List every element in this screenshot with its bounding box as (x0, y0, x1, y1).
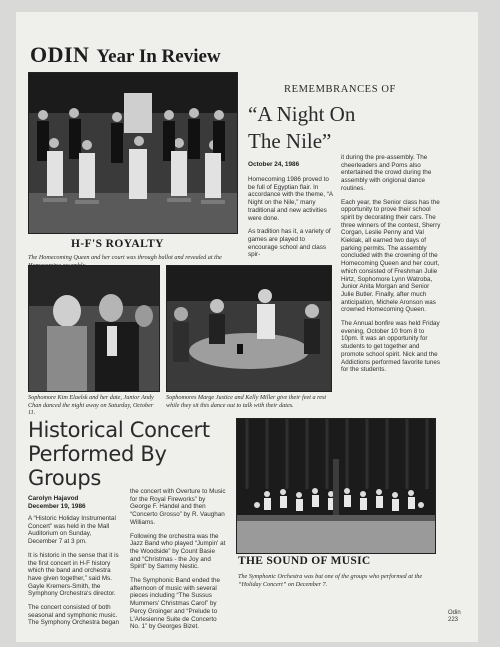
dance-caption-left: Sophomore Kim Elaelsk and her date, Junior Andy Chan danced the night away on Saturday, October 11. (28, 394, 154, 417)
masthead (30, 42, 221, 68)
nile-col1-paragraph: Homecoming 1986 proved to be full of Egyptian flair. In accordance with the theme, “A Night on the Nile,” many traditional and new activities were done. (248, 176, 333, 222)
nile-kicker: REMEMBRANCES OF (284, 84, 396, 95)
concert-title (28, 418, 210, 490)
concert-author: Carolyn Hajavod (28, 495, 79, 502)
concert-col2-paragraph: Following the orchestra was the Jazz Band who played “Jumpin' at the Woodside” by Count Basie and “Christmas - the Joy and Spirit” by Sammy Nestic. (130, 532, 226, 571)
yearbook-page (16, 12, 478, 642)
page-number: 223 (448, 617, 459, 623)
dance-couple-photo (28, 265, 160, 392)
nile-dateline: October 24, 1986 (248, 161, 300, 168)
nile-title-line1: “A Night On (248, 102, 356, 126)
concert-title-line2: Performed By (28, 442, 167, 466)
concert-col2-paragraph: the concert with Overture to Music for the Royal Fireworks” by George F. Handel and then “Concerto Grosso” by R. Vaughan Williams. (130, 488, 226, 526)
masthead-brand: ODIN (30, 42, 90, 67)
concert-title-line1: Historical Concert (28, 418, 210, 442)
music-caption: The Symphonic Orchestra was but one of the groups who performed at the “Holiday Concert” on December 7. (238, 573, 423, 588)
dance-caption-right: Sophomores Marge Justice and Kelly Miller give their feet a rest while they sit this dance out to talk with their dates. (166, 394, 327, 409)
concert-col2-paragraph: The Symphonic Band ended the afternoon of music with several pieces including “The Sussus Mummers' Christmas Carol” by Percy Groinger and “Prelude to L'Arlesienne Suite de Concerto No. 1” by Georges Bizet. (130, 577, 220, 631)
nile-col1-paragraph: As tradition has it, a variety of games are played to encourage school and class spir- (248, 228, 331, 259)
homecoming-court-photo (28, 72, 238, 234)
concert-title-line3: Groups (28, 466, 102, 490)
royalty-headline: H-F'S ROYALTY (71, 238, 164, 250)
nile-title-line2: The Nile” (248, 129, 332, 153)
nile-col2-paragraph: The Annual bonfire was held Friday evening, October 10 from 8 to 10pm. It was an opportunity for students to get together and promote school spirit. Nick and the Addictions performed favorite tunes for the students. (341, 320, 441, 374)
nile-column-1 (248, 176, 335, 265)
masthead-title: Year In Review (96, 46, 221, 67)
concert-col1-paragraph: The concert consisted of both seasonal and symphonic music. The Symphony Orchestra began (28, 604, 120, 627)
concert-byline (28, 495, 86, 511)
seated-students-photo (166, 265, 332, 392)
folio-name: Odin (448, 610, 461, 616)
concert-date: December 19, 1986 (28, 503, 86, 510)
royalty-caption: The Homecoming Queen and her court was through ballot and revealed at the (28, 254, 222, 261)
concert-column-2 (130, 488, 226, 637)
concert-column-1 (28, 515, 120, 633)
nile-col2-paragraph: Each year, the Senior class has the opportunity to prove their school spirit by decorating their cars. The three winners of the contest, Sherry Corgan, Leslie Penny and Val Kieklak, all earned two days of parking permits. The assembly concluded with the crowning of the Homecoming Queen and her court, which consisted of Freshman Julie Hirtz, Sophomore Lynn Watroba, Junior Anita Morgan and Senior Julie Butler. Finally, after much anticipation, Michele Aronson was crowned Homecoming Queen. (341, 198, 441, 314)
nile-column-2 (341, 154, 441, 380)
music-headline: THE SOUND OF MUSIC (238, 555, 371, 567)
concert-col1-paragraph: It is historic in the sense that it is the first concert in H-F history which the band and orchestra have given together,” said Ms. Gayle Kremers-Smith, the Symphony Orchestra's director. (28, 551, 119, 598)
page-folio (448, 610, 461, 624)
concert-col1-paragraph: A “Historic Holiday Instrumental Concert” was held in the Mall Auditorium on Sunday, December 7 at 3 pm. (28, 515, 116, 546)
nile-col2-paragraph: it during the pre-assembly. The cheerleaders and Poms also entertained the crowd during the assembly with origional dance routines. (341, 154, 432, 192)
orchestra-photo (236, 418, 436, 554)
